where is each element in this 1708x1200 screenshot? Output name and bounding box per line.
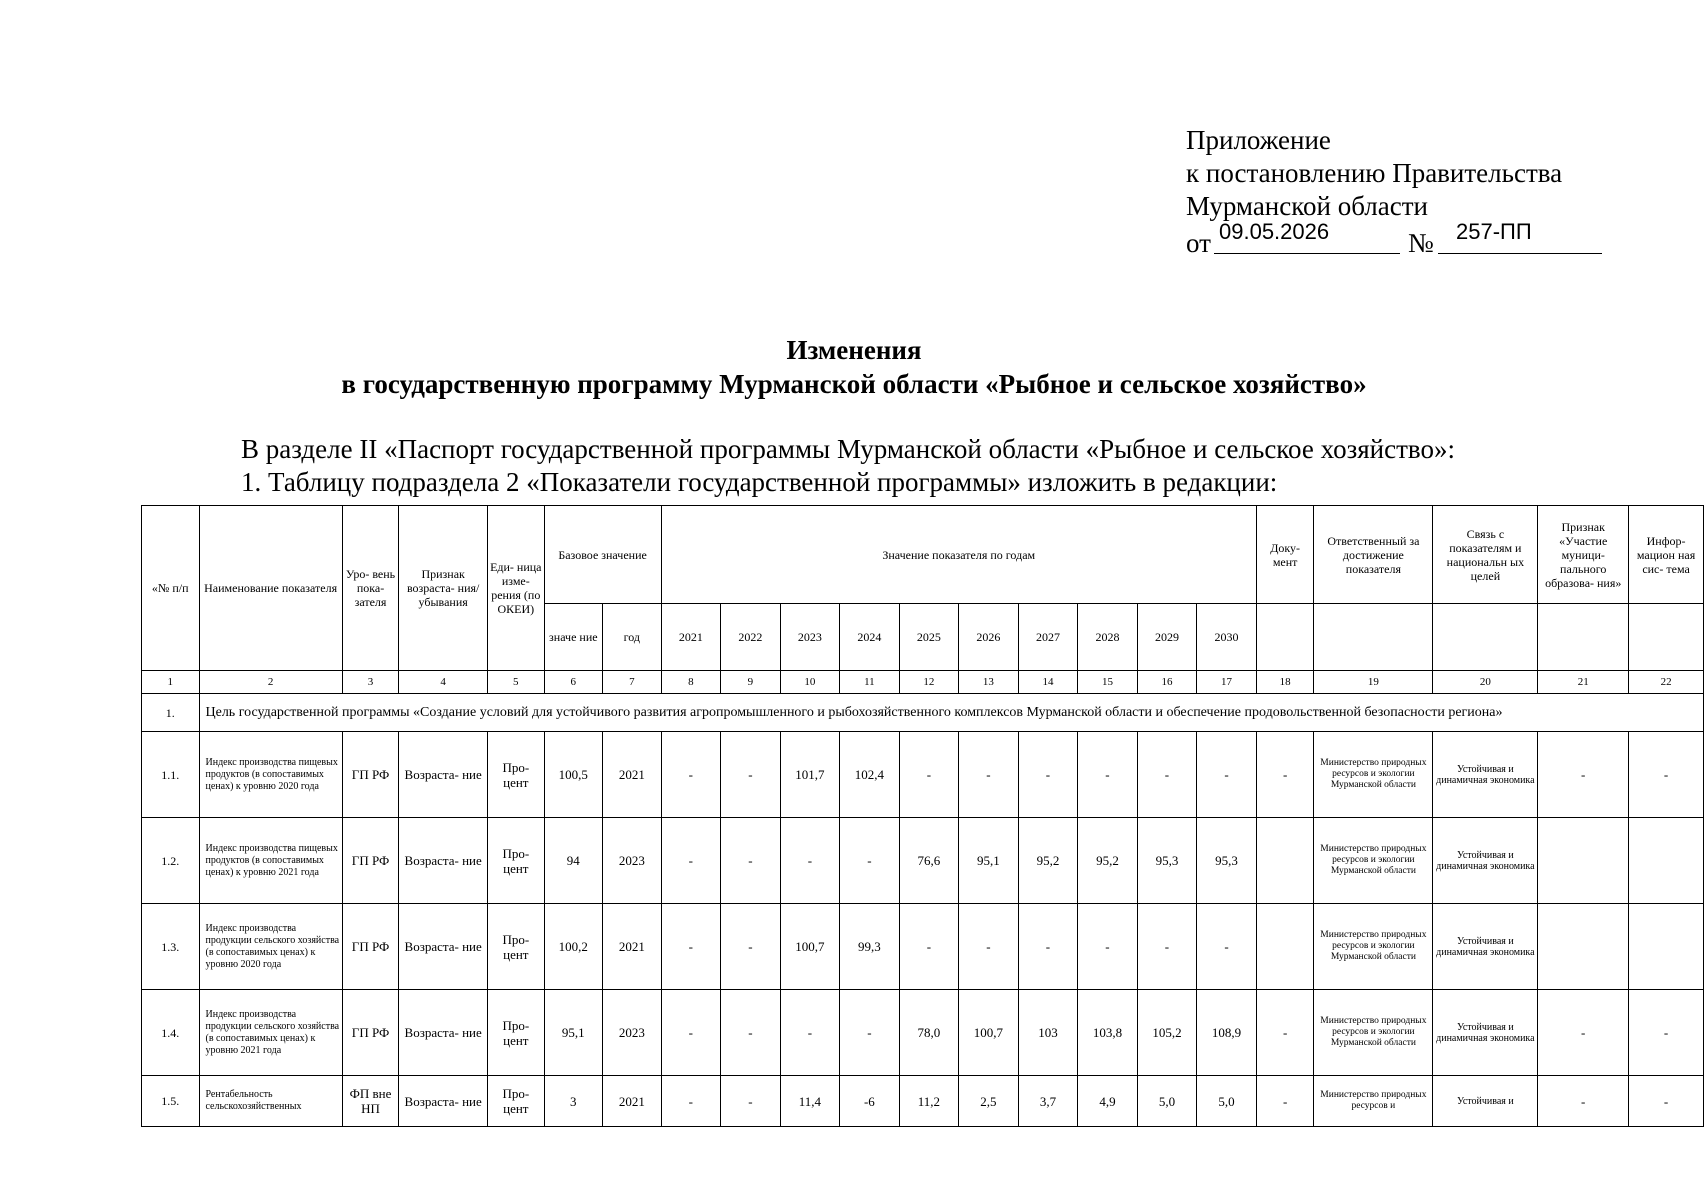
year-value-2024: -6 xyxy=(840,1076,900,1127)
table-row xyxy=(142,990,1704,1076)
row-number: 1.5. xyxy=(142,1076,200,1127)
year-value-2025: 78,0 xyxy=(899,990,959,1076)
year-value-2030: 108,9 xyxy=(1197,990,1257,1076)
base-value: 100,5 xyxy=(544,732,603,818)
year-value-2029: - xyxy=(1137,904,1197,990)
header-level: Уро- вень пока- зателя xyxy=(342,506,399,671)
year-value-2023: 101,7 xyxy=(780,732,840,818)
base-value: 100,2 xyxy=(544,904,603,990)
year-value-2021: - xyxy=(661,990,721,1076)
info-system-cell: - xyxy=(1629,990,1704,1076)
indicator-unit: Про- цент xyxy=(488,818,545,904)
column-number: 16 xyxy=(1137,671,1197,694)
responsible-cell: Министерство природных ресурсов и экологии Мурманской области xyxy=(1314,818,1433,904)
municipal-cell xyxy=(1538,904,1629,990)
header-base-value: значе ние xyxy=(544,604,603,671)
indicator-level: ГП РФ xyxy=(342,990,399,1076)
header-blank xyxy=(1433,604,1538,671)
year-value-2026: - xyxy=(959,732,1019,818)
header-line-appendix: Приложение xyxy=(1186,125,1331,155)
year-value-2026: 2,5 xyxy=(959,1076,1019,1127)
column-number: 2 xyxy=(199,671,342,694)
year-value-2022: - xyxy=(721,904,781,990)
year-value-2021: - xyxy=(661,904,721,990)
year-value-2030: - xyxy=(1197,904,1257,990)
header-num: «№ п/п xyxy=(142,506,200,671)
goal-row xyxy=(142,694,1704,732)
table-row xyxy=(142,732,1704,818)
year-value-2023: - xyxy=(780,818,840,904)
header-responsible: Ответственный за достижение показателя xyxy=(1314,506,1433,604)
resolution-number: 257-ПП xyxy=(1456,219,1532,244)
number-label: № xyxy=(1408,228,1434,258)
base-year: 2021 xyxy=(603,904,662,990)
header-year: 2024 xyxy=(840,604,900,671)
header-blank xyxy=(1629,604,1704,671)
row-number: 1.4. xyxy=(142,990,200,1076)
header-blank xyxy=(1256,604,1314,671)
year-value-2029: 105,2 xyxy=(1137,990,1197,1076)
indicator-name: Индекс производства продукции сельского хозяйства (в сопоставимых ценах) к уровню 2020 года xyxy=(199,904,342,990)
year-value-2023: 100,7 xyxy=(780,904,840,990)
date-underline xyxy=(1214,253,1400,254)
column-number: 7 xyxy=(603,671,662,694)
year-value-2024: 99,3 xyxy=(840,904,900,990)
year-value-2028: 103,8 xyxy=(1078,990,1138,1076)
national-goal-link: Устойчивая и динамичная экономика xyxy=(1433,732,1538,818)
indicator-name: Индекс производства продукции сельского хозяйства (в сопоставимых ценах) к уровню 2021 года xyxy=(199,990,342,1076)
year-value-2022: - xyxy=(721,990,781,1076)
column-number-row xyxy=(142,671,1704,694)
column-number: 19 xyxy=(1314,671,1433,694)
indicator-unit: Про- цент xyxy=(488,904,545,990)
header-year: 2023 xyxy=(780,604,840,671)
info-system-cell xyxy=(1629,818,1704,904)
document-cell: - xyxy=(1256,1076,1314,1127)
indicator-sign: Возраста- ние xyxy=(399,990,488,1076)
info-system-cell: - xyxy=(1629,732,1704,818)
year-value-2024: - xyxy=(840,990,900,1076)
indicator-sign: Возраста- ние xyxy=(399,904,488,990)
municipal-cell: - xyxy=(1538,990,1629,1076)
header-name: Наименование показателя xyxy=(199,506,342,671)
year-value-2024: 102,4 xyxy=(840,732,900,818)
column-number: 9 xyxy=(721,671,781,694)
year-value-2028: - xyxy=(1078,904,1138,990)
base-year: 2021 xyxy=(603,1076,662,1127)
header-blank xyxy=(1538,604,1629,671)
column-number: 13 xyxy=(959,671,1019,694)
municipal-cell: - xyxy=(1538,1076,1629,1127)
column-number: 5 xyxy=(488,671,545,694)
table-row xyxy=(142,818,1704,904)
indicator-level: ГП РФ xyxy=(342,818,399,904)
year-value-2027: 103 xyxy=(1018,990,1078,1076)
municipal-cell xyxy=(1538,818,1629,904)
document-cell: - xyxy=(1256,732,1314,818)
column-number: 10 xyxy=(780,671,840,694)
header-year: 2026 xyxy=(959,604,1019,671)
indicator-sign: Возраста- ние xyxy=(399,732,488,818)
year-value-2021: - xyxy=(661,732,721,818)
year-value-2030: - xyxy=(1197,732,1257,818)
from-label: от xyxy=(1186,228,1211,258)
indicator-level: ГП РФ xyxy=(342,904,399,990)
year-value-2022: - xyxy=(721,732,781,818)
base-year: 2023 xyxy=(603,990,662,1076)
header-blank xyxy=(1314,604,1433,671)
year-value-2028: 95,2 xyxy=(1078,818,1138,904)
indicator-level: ГП РФ xyxy=(342,732,399,818)
year-value-2022: - xyxy=(721,1076,781,1127)
year-value-2026: 100,7 xyxy=(959,990,1019,1076)
national-goal-link: Устойчивая и динамичная экономика xyxy=(1433,990,1538,1076)
year-value-2027: 3,7 xyxy=(1018,1076,1078,1127)
indicator-name: Индекс производства пищевых продуктов (в сопоставимых ценах) к уровню 2020 года xyxy=(199,732,342,818)
year-value-2022: - xyxy=(721,818,781,904)
responsible-cell: Министерство природных ресурсов и экологии Мурманской области xyxy=(1314,732,1433,818)
row-number: 1.2. xyxy=(142,818,200,904)
indicator-name: Индекс производства пищевых продуктов (в сопоставимых ценах) к уровню 2021 года xyxy=(199,818,342,904)
header-document: Доку- мент xyxy=(1256,506,1314,604)
document-cell: - xyxy=(1256,990,1314,1076)
year-value-2028: 4,9 xyxy=(1078,1076,1138,1127)
year-value-2029: 5,0 xyxy=(1137,1076,1197,1127)
header-year: 2029 xyxy=(1137,604,1197,671)
document-cell xyxy=(1256,818,1314,904)
column-number: 4 xyxy=(399,671,488,694)
header-sign: Признак возраста- ния/ убывания xyxy=(399,506,488,671)
national-goal-link: Устойчивая и xyxy=(1433,1076,1538,1127)
header-base-year: год xyxy=(603,604,662,671)
indicator-level: ФП вне НП xyxy=(342,1076,399,1127)
body-paragraph-1: В разделе II «Паспорт государственной программы Мурманской области «Рыбное и сельское хозяйство»: xyxy=(241,434,1455,464)
year-value-2030: 95,3 xyxy=(1197,818,1257,904)
header-year: 2025 xyxy=(899,604,959,671)
year-value-2026: 95,1 xyxy=(959,818,1019,904)
info-system-cell xyxy=(1629,904,1704,990)
document-cell xyxy=(1256,904,1314,990)
year-value-2024: - xyxy=(840,818,900,904)
year-value-2025: 11,2 xyxy=(899,1076,959,1127)
resolution-date: 09.05.2026 xyxy=(1219,219,1330,244)
header-line-region: Мурманской области xyxy=(1186,191,1428,221)
indicator-unit: Про- цент xyxy=(488,990,545,1076)
indicator-sign: Возраста- ние xyxy=(399,1076,488,1127)
column-number: 1 xyxy=(142,671,200,694)
header-year: 2021 xyxy=(661,604,721,671)
header-year: 2027 xyxy=(1018,604,1078,671)
document-title: Изменения xyxy=(786,335,922,365)
year-value-2028: - xyxy=(1078,732,1138,818)
table-row xyxy=(142,904,1704,990)
column-number: 22 xyxy=(1629,671,1704,694)
base-year: 2023 xyxy=(603,818,662,904)
year-value-2030: 5,0 xyxy=(1197,1076,1257,1127)
national-goal-link: Устойчивая и динамичная экономика xyxy=(1433,904,1538,990)
year-value-2029: - xyxy=(1137,732,1197,818)
column-number: 12 xyxy=(899,671,959,694)
document-subtitle: в государственную программу Мурманской области «Рыбное и сельское хозяйство» xyxy=(341,369,1367,399)
base-value: 3 xyxy=(544,1076,603,1127)
column-number: 6 xyxy=(544,671,603,694)
column-number: 21 xyxy=(1538,671,1629,694)
year-value-2021: - xyxy=(661,1076,721,1127)
indicator-unit: Про- цент xyxy=(488,732,545,818)
header-year: 2028 xyxy=(1078,604,1138,671)
year-value-2023: 11,4 xyxy=(780,1076,840,1127)
header-link: Связь с показателям и национальн ых целей xyxy=(1433,506,1538,604)
indicators-table xyxy=(141,505,1704,1127)
year-value-2025: 76,6 xyxy=(899,818,959,904)
row-number: 1.1. xyxy=(142,732,200,818)
indicator-name: Рентабельность сельскохозяйственных xyxy=(199,1076,342,1127)
national-goal-link: Устойчивая и динамичная экономика xyxy=(1433,818,1538,904)
approval-header xyxy=(1186,124,1562,259)
year-value-2023: - xyxy=(780,990,840,1076)
year-value-2021: - xyxy=(661,818,721,904)
number-underline xyxy=(1438,253,1602,254)
responsible-cell: Министерство природных ресурсов и xyxy=(1314,1076,1433,1127)
year-value-2025: - xyxy=(899,904,959,990)
year-value-2027: - xyxy=(1018,732,1078,818)
column-number: 15 xyxy=(1078,671,1138,694)
header-municipal: Признак «Участие муници- пального образова- ния» xyxy=(1538,506,1629,604)
goal-text: Цель государственной программы «Создание условий для устойчивого развития агропромышленного и рыбохозяйственного комплексов Мурманской области и обеспечение продовольственной безопасности региона» xyxy=(199,694,1704,732)
base-value: 95,1 xyxy=(544,990,603,1076)
responsible-cell: Министерство природных ресурсов и экологии Мурманской области xyxy=(1314,904,1433,990)
table-row xyxy=(142,1076,1704,1127)
indicator-sign: Возраста- ние xyxy=(399,818,488,904)
header-year: 2030 xyxy=(1197,604,1257,671)
header-info-system: Инфор- мацион ная сис- тема xyxy=(1629,506,1704,604)
indicator-unit: Про- цент xyxy=(488,1076,545,1127)
year-value-2027: 95,2 xyxy=(1018,818,1078,904)
info-system-cell: - xyxy=(1629,1076,1704,1127)
column-number: 17 xyxy=(1197,671,1257,694)
row-number: 1.3. xyxy=(142,904,200,990)
year-value-2029: 95,3 xyxy=(1137,818,1197,904)
header-line-resolution: к постановлению Правительства xyxy=(1186,158,1563,188)
header-unit: Еди- ница изме- рения (по ОКЕИ) xyxy=(488,506,545,671)
column-number: 14 xyxy=(1018,671,1078,694)
header-years-group: Значение показателя по годам xyxy=(661,506,1256,604)
base-year: 2021 xyxy=(603,732,662,818)
header-base: Базовое значение xyxy=(544,506,661,604)
year-value-2026: - xyxy=(959,904,1019,990)
header-year: 2022 xyxy=(721,604,781,671)
year-value-2025: - xyxy=(899,732,959,818)
resolution-date-number xyxy=(1186,219,1562,259)
column-number: 18 xyxy=(1256,671,1314,694)
column-number: 20 xyxy=(1433,671,1538,694)
base-value: 94 xyxy=(544,818,603,904)
column-number: 3 xyxy=(342,671,399,694)
goal-number: 1. xyxy=(142,694,200,732)
responsible-cell: Министерство природных ресурсов и экологии Мурманской области xyxy=(1314,990,1433,1076)
column-number: 11 xyxy=(840,671,900,694)
year-value-2027: - xyxy=(1018,904,1078,990)
column-number: 8 xyxy=(661,671,721,694)
municipal-cell: - xyxy=(1538,732,1629,818)
body-paragraph-2: 1. Таблицу подраздела 2 «Показатели государственной программы» изложить в редакции: xyxy=(241,467,1278,497)
